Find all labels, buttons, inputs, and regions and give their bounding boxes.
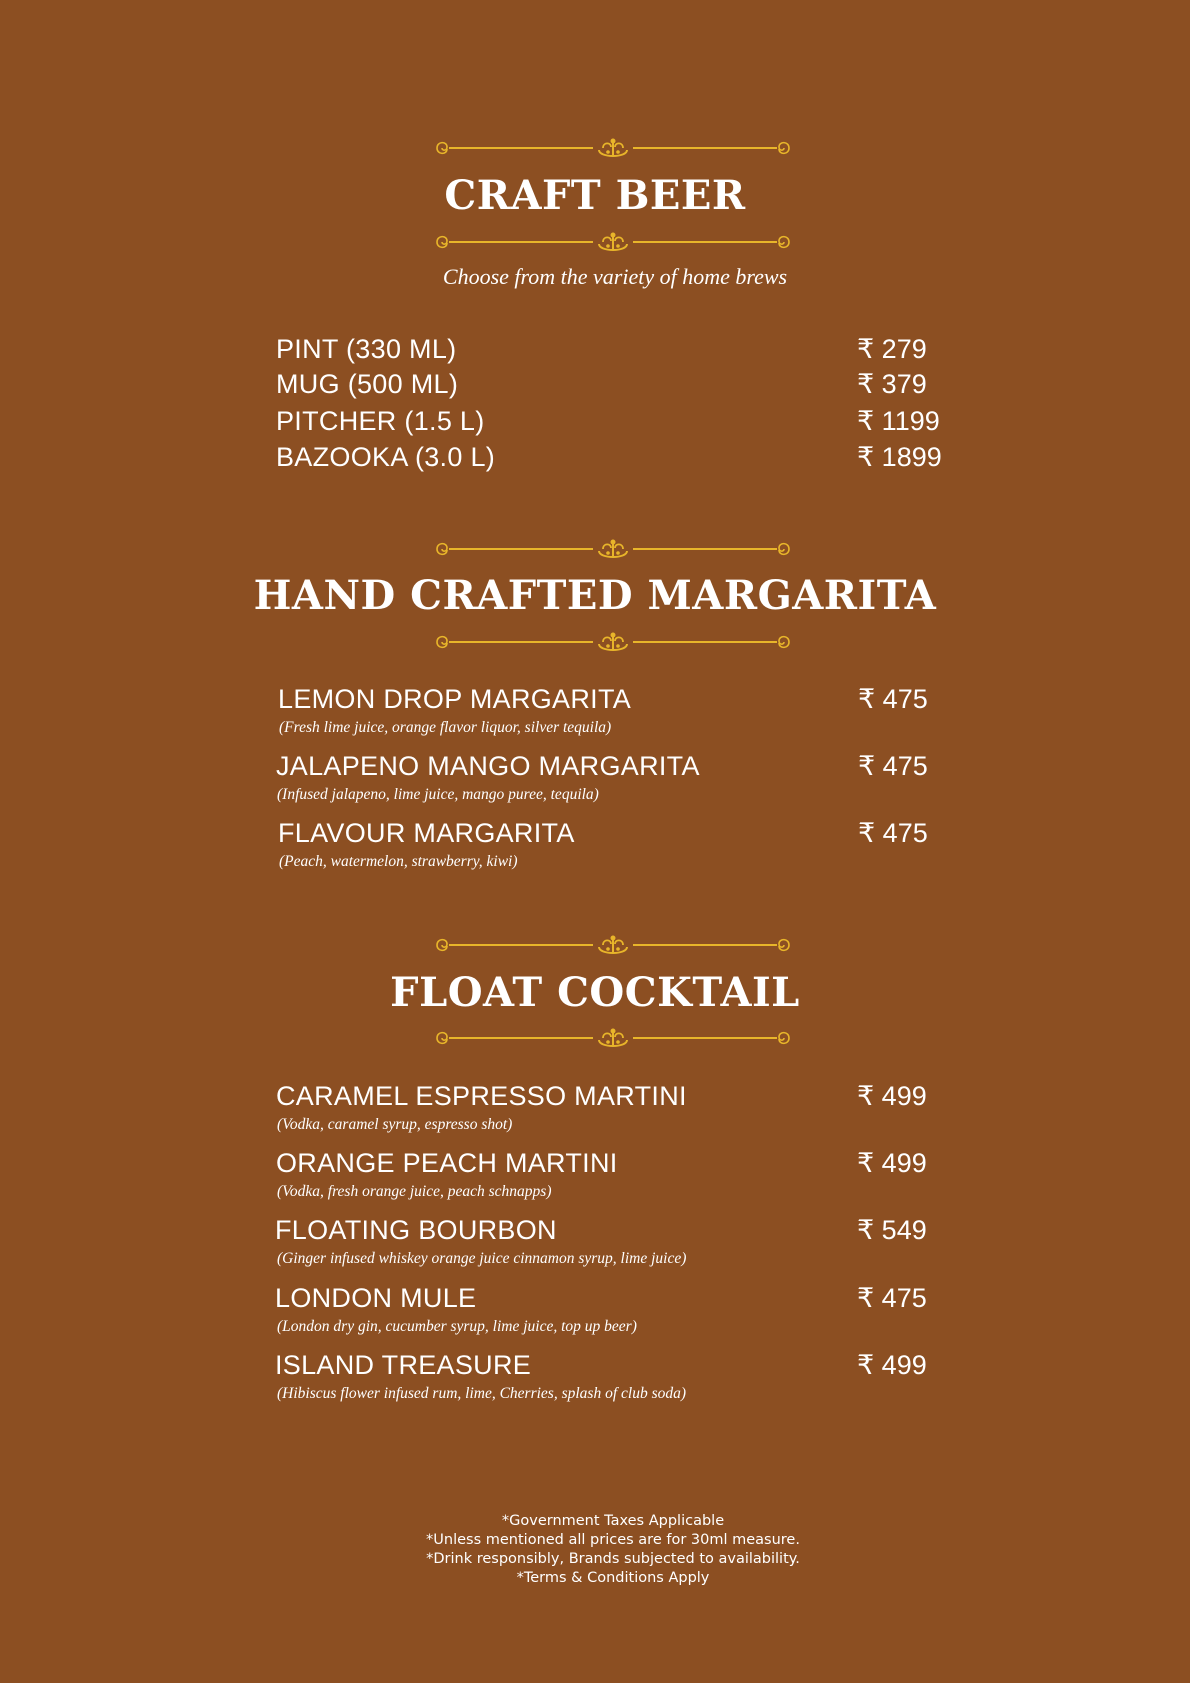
section-title-craft-beer: CRAFT BEER: [444, 172, 746, 219]
item-name: CARAMEL ESPRESSO MARTINI: [276, 1081, 687, 1111]
item-name: BAZOOKA (3.0 L): [276, 442, 496, 472]
item-price: ₹ 475: [858, 684, 928, 714]
item-price: ₹ 499: [857, 1350, 927, 1380]
item-name: JALAPENO MANGO MARGARITA: [276, 751, 700, 781]
footer-line: *Drink responsibly, Brands subjected to availability.: [426, 1551, 800, 1567]
footer-line: *Terms & Conditions Apply: [516, 1570, 710, 1586]
item-description: (Vodka, fresh orange juice, peach schnapps): [277, 1183, 552, 1200]
item-description: (Ginger infused whiskey orange juice cinnamon syrup, lime juice): [277, 1250, 687, 1267]
item-price: ₹ 1199: [857, 406, 940, 436]
item-price: ₹ 475: [857, 1283, 927, 1313]
item-name: FLAVOUR MARGARITA: [278, 818, 575, 848]
item-name: PINT (330 ML): [276, 334, 457, 364]
item-price: ₹ 499: [857, 1081, 927, 1111]
item-name: ORANGE PEACH MARTINI: [276, 1148, 618, 1178]
section-title-float-cocktail: FLOAT COCKTAIL: [390, 969, 800, 1016]
item-name: PITCHER (1.5 L): [276, 406, 485, 436]
menu-item: [275, 1283, 935, 1335]
menu-item: [276, 442, 942, 472]
item-price: ₹ 475: [858, 751, 928, 781]
item-description: (London dry gin, cucumber syrup, lime juice, top up beer): [277, 1318, 637, 1335]
item-price: ₹ 499: [857, 1148, 927, 1178]
item-description: (Infused jalapeno, lime juice, mango puree, tequila): [277, 786, 599, 803]
menu-item: [278, 684, 938, 736]
scroll-divider-ornament-icon: [433, 537, 793, 561]
menu-item: [275, 1350, 935, 1402]
menu-item: [275, 1215, 935, 1267]
item-description: (Hibiscus flower infused rum, lime, Cherries, splash of club soda): [277, 1385, 687, 1402]
item-price: ₹ 279: [857, 334, 927, 364]
section-title-margarita: HAND CRAFTED MARGARITA: [253, 572, 937, 619]
menu-item: [276, 406, 940, 436]
item-description: (Fresh lime juice, orange flavor liquor, silver tequila): [279, 719, 612, 736]
scroll-divider-ornament-icon: [433, 1026, 793, 1050]
menu-item: [278, 818, 938, 870]
item-price: ₹ 379: [857, 369, 927, 399]
footer-line: *Unless mentioned all prices are for 30ml measure.: [426, 1532, 800, 1548]
scroll-divider-ornament-icon: [433, 630, 793, 654]
menu-item: [276, 751, 936, 803]
scroll-divider-ornament-icon: [433, 933, 793, 957]
footer-line: *Government Taxes Applicable: [501, 1513, 725, 1529]
menu-item: [276, 334, 936, 364]
menu-item: [276, 1148, 936, 1200]
item-name: MUG (500 ML): [276, 369, 459, 399]
item-price: ₹ 1899: [857, 442, 942, 472]
menu-item: [276, 1081, 936, 1133]
item-name: LONDON MULE: [275, 1283, 477, 1313]
scroll-divider-ornament-icon: [433, 230, 793, 254]
item-name: LEMON DROP MARGARITA: [278, 684, 632, 714]
scroll-divider-ornament-icon: [433, 136, 793, 160]
item-name: FLOATING BOURBON: [275, 1215, 557, 1245]
item-description: (Peach, watermelon, strawberry, kiwi): [279, 853, 518, 870]
section-tagline: Choose from the variety of home brews: [442, 264, 788, 289]
item-price: ₹ 549: [857, 1215, 927, 1245]
item-price: ₹ 475: [858, 818, 928, 848]
footer-notes: [0, 1512, 1190, 1588]
item-name: ISLAND TREASURE: [275, 1350, 532, 1380]
menu-item: [276, 369, 936, 399]
item-description: (Vodka, caramel syrup, espresso shot): [277, 1116, 513, 1133]
